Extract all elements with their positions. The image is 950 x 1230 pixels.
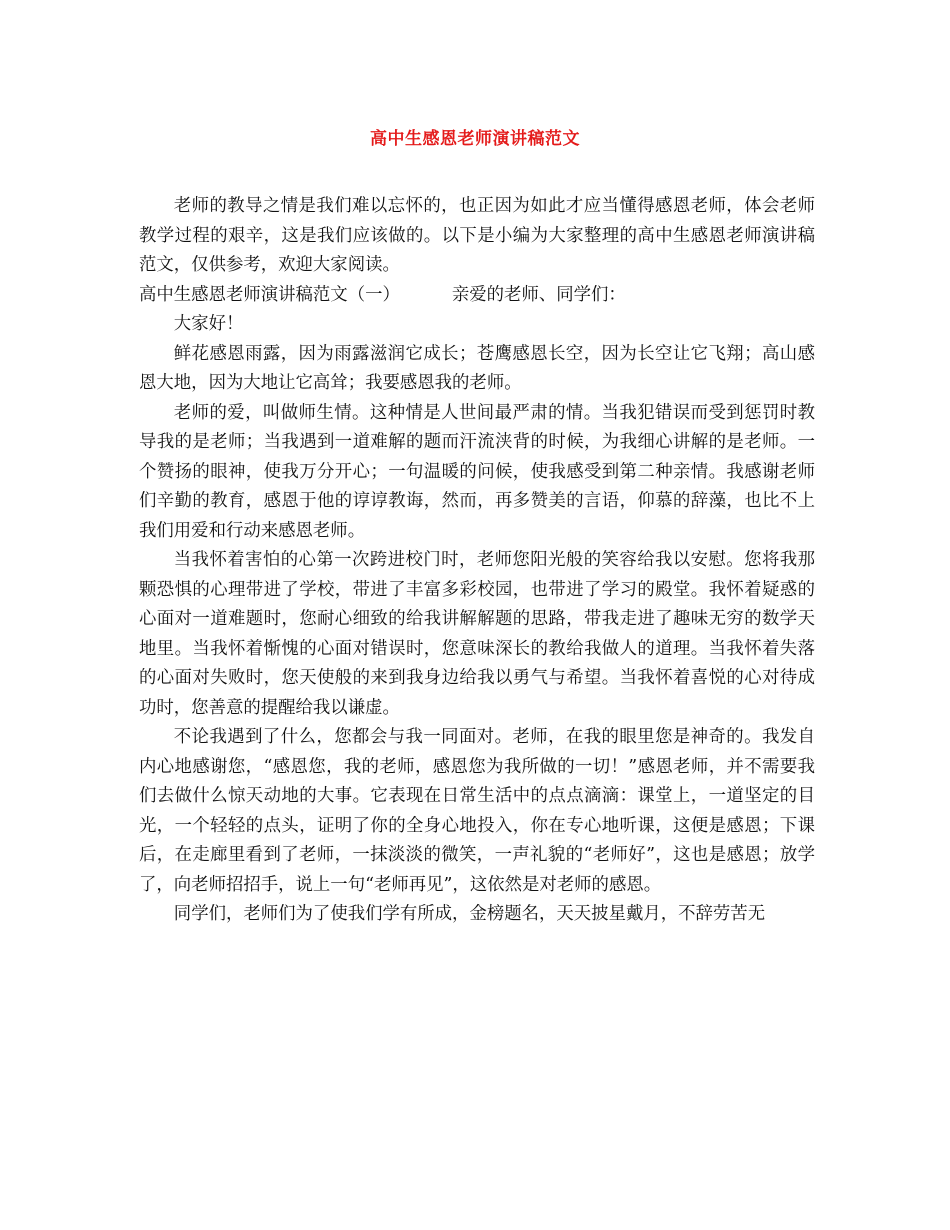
intro-paragraph: 老师的教导之情是我们难以忘怀的，也正因为如此才应当懂得感恩老师，体会老师教学过程的艰辛，这是我们应该做的。以下是小编为大家整理的高中生感恩老师演讲稿范文，仅供参考，欢迎大家阅读。 (139, 196, 815, 275)
document-title: 高中生感恩老师演讲稿范文 (370, 129, 580, 149)
document-body (139, 192, 815, 930)
salutation: 亲爱的老师、同学们： (451, 284, 626, 305)
body-paragraph-1: 鲜花感恩雨露，因为雨露滋润它成长；苍鹰感恩长空，因为长空让它飞翔；高山感恩大地，因为大地让它高耸；我要感恩我的老师。 (139, 343, 815, 393)
body-paragraph-4: 不论我遇到了什么，您都会与我一同面对。老师，在我的眼里您是神奇的。我发自内心地感谢您，“感恩您，我的老师，感恩您为我所做的一切！”感恩老师，并不需要我们去做什么惊天动地的大事。它表现在日常生活中的点点滴滴：课堂上，一道坚定的目光，一个轻轻的点头，证明了你的全身心地投入，你在专心地听课，这便是感恩；下课后，在走廊里看到了老师，一抹淡淡的微笑，一声礼貌的“老师好”，这也是感恩；放学了，向老师招招手，说上一句“老师再见”，这依然是对老师的感恩。 (139, 727, 815, 895)
greeting-paragraph: 大家好！ (173, 314, 244, 334)
body-paragraph-5: 同学们，老师们为了使我们学有所成，金榜题名，天天披星戴月，不辞劳苦无 (173, 904, 766, 924)
section-heading: 高中生感恩老师演讲稿范文（一） (139, 284, 400, 305)
body-paragraph-3: 当我怀着害怕的心第一次跨进校门时，老师您阳光般的笑容给我以安慰。您将我那颗恐惧的心理带进了学校，带进了丰富多彩校园，也带进了学习的殿堂。我怀着疑惑的心面对一道难题时，您耐心细致的给我讲解解题的思路，带我走进了趣味无穷的数学天地里。当我怀着惭愧的心面对错误时，您意味深长的教给我做人的道理。当我怀着失落的心面对失败时，您天使般的来到我身边给我以勇气与希望。当我怀着喜悦的心对待成功时，您善意的提醒给我以谦虚。 (139, 550, 815, 718)
section-heading-line (139, 281, 815, 311)
body-paragraph-2: 老师的爱，叫做师生情。这种情是人世间最严肃的情。当我犯错误而受到惩罚时教导我的是老师；当我遇到一道难解的题而汗流浃背的时候，为我细心讲解的是老师。一个赞扬的眼神，使我万分开心；一句温暖的问候，使我感受到第二种亲情。我感谢老师们辛勤的教育，感恩于他的谆谆教诲，然而，再多赞美的言语，仰慕的辞藻，也比不上我们用爱和行动来感恩老师。 (139, 402, 815, 541)
